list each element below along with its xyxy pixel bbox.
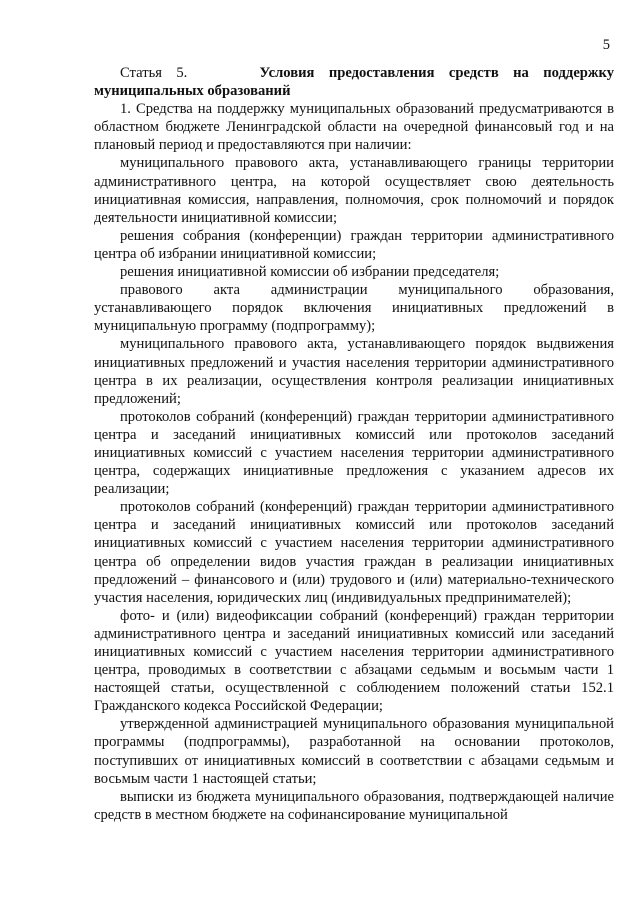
paragraph: протоколов собраний (конференций) граждан территории административного центра и заседаний инициативных комиссий или протоколов заседаний инициативных комиссий с участием населения территории административного центра, содержащих инициативные предложения с указанием адресов их реализации;	[94, 408, 614, 498]
page-number: 5	[602, 37, 610, 53]
document-body	[94, 64, 614, 824]
paragraph: правового акта администрации муниципального образования, устанавливающего порядок включения инициативных предложений в муниципальную программу (подпрограмму);	[94, 282, 614, 335]
paragraph: утвержденной администрацией муниципального образования муниципальной программы (подпрограммы), разработанной на основании протоколов, поступивших от инициативных комиссий в соответствии с абзацами седьмым и восьмым части 1 настоящей статьи;	[94, 716, 614, 787]
paragraph: 1. Средства на поддержку муниципальных образований предусматриваются в областном бюджете Ленинградской области на очередной финансовый год и на плановый период и предоставляются при наличии:	[94, 101, 614, 154]
paragraph: решения инициативной комиссии об избрании председателя;	[120, 264, 500, 281]
paragraph: фото- и (или) видеофиксации собраний (конференций) граждан территории административного центра и заседаний инициативных комиссий или заседаний инициативных комиссий с участием населения территории административного центра, проводимых в соответствии с абзацами седьмым и восьмым части 1 настоящей статьи, осуществленной с соблюдением положений статьи 152.1 Гражданского кодекса Российской Федерации;	[94, 607, 614, 715]
article-heading	[94, 64, 614, 100]
paragraph: муниципального правового акта, устанавливающего границы территории административного центра, на которой осуществляет свою деятельность инициативная комиссия, направления, полномочия, срок полномочий и порядок деятельности инициативной комиссии;	[94, 155, 614, 226]
paragraph: муниципального правового акта, устанавливающего порядок выдвижения инициативных предложений и участия населения территории административного центра в их реализации, осуществления контроля реализации инициативных предложений;	[94, 336, 614, 407]
article-label: Статья 5.	[120, 65, 188, 81]
paragraph: протоколов собраний (конференций) граждан территории административного центра и заседаний инициативных комиссий или протоколов заседаний инициативных комиссий с участием населения территории административного центра об определении видов участия граждан в реализации инициативных предложений – финансового и (или) трудового и (или) материально-технического участия населения, юридических лиц (индивидуальных предпринимателей);	[94, 499, 614, 606]
paragraph: решения собрания (конференции) граждан территории административного центра об избрании инициативной комиссии;	[94, 227, 614, 262]
article-title: Условия предоставления средств на поддержку муниципальных образований	[94, 65, 614, 100]
paragraph: выписки из бюджета муниципального образования, подтверждающей наличие средств в местном бюджете на софинансирование муниципальной	[94, 788, 614, 823]
